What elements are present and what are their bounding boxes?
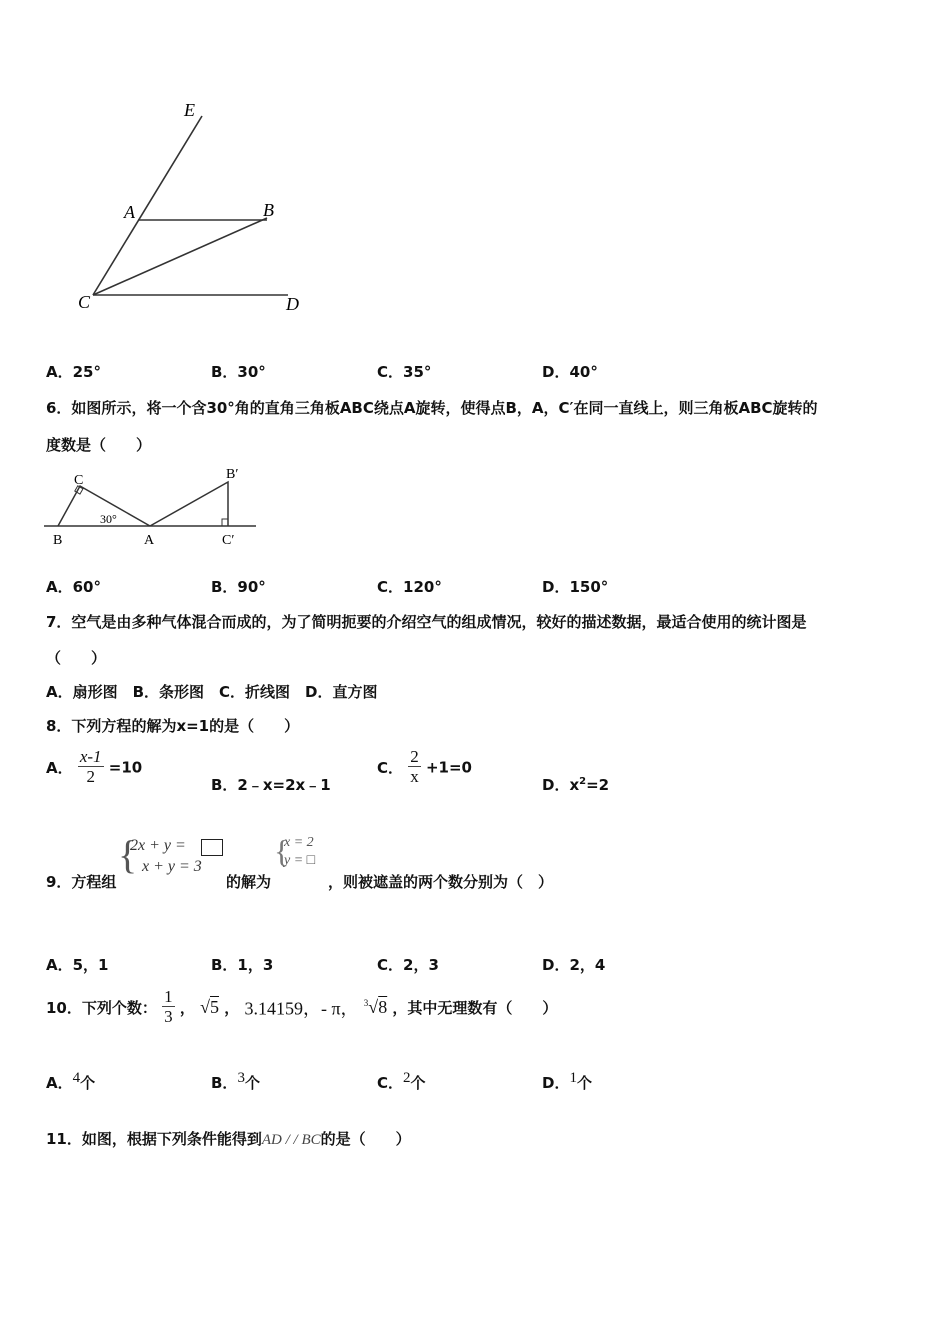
- q10-pi-item: 3.14159，- π，: [244, 998, 359, 1019]
- q5-option-a[interactable]: A．25°: [46, 363, 101, 381]
- q5-option-c[interactable]: C．35°: [377, 363, 432, 381]
- q8-d-rest: =2: [586, 776, 610, 794]
- label-e: E: [184, 100, 195, 120]
- q6-option-b[interactable]: B．90°: [211, 578, 266, 596]
- label-b: B: [263, 200, 274, 220]
- q9-middle: 的解为: [226, 873, 272, 891]
- q9-eq1: 2x + y =: [130, 837, 186, 854]
- q10-prefix: 10．下列个数：: [46, 999, 157, 1017]
- label-c-prime: C′: [222, 533, 235, 548]
- q10-d-num: 1: [569, 1070, 577, 1086]
- brace-icon: {: [118, 832, 138, 877]
- q8-a-numerator: x-1: [79, 747, 102, 766]
- q10-cbrt-radicand: 8: [378, 997, 388, 1017]
- q8-c-label: C．: [377, 759, 404, 777]
- q10-a-num: 4: [72, 1070, 81, 1086]
- q11-suffix: 的是（ ）: [320, 1130, 411, 1148]
- q6-stem-line1: 6．如图所示，将一个含30°角的直角三角板ABC绕点A旋转，使得点B，A，C′在同一直线上，则三角板ABC旋转的: [46, 399, 818, 417]
- brace-icon-2: {: [274, 833, 290, 869]
- q11-prefix: 11．如图，根据下列条件能得到: [46, 1130, 262, 1148]
- right-angle-mark: [222, 519, 228, 526]
- q10-suffix: ，其中无理数有（ ）: [392, 999, 558, 1017]
- q11-stem: [46, 1128, 411, 1149]
- q9-sol2: y = □: [284, 853, 316, 868]
- label-c: C: [78, 292, 91, 312]
- q6-option-a[interactable]: A．60°: [46, 578, 101, 596]
- q11-math: AD / / BC: [261, 1132, 321, 1148]
- label-c: C: [74, 473, 84, 488]
- q8-c-numerator: 2: [410, 747, 419, 766]
- q10-a-unit: 个: [80, 1074, 96, 1092]
- q10-option-d[interactable]: [542, 1070, 592, 1093]
- q8-a-fraction: [78, 748, 104, 787]
- q8-option-a[interactable]: [46, 748, 142, 787]
- q8-option-c[interactable]: [377, 748, 472, 787]
- q5-option-d[interactable]: D．40°: [542, 363, 598, 381]
- q8-a-denominator: 2: [78, 766, 104, 787]
- q10-d-label: D．: [542, 1074, 570, 1092]
- q10-sqrt5-radicand: 5: [209, 997, 219, 1017]
- q8-option-d[interactable]: [542, 774, 609, 795]
- q10-a-label: A．: [46, 1074, 73, 1092]
- q5-option-b[interactable]: B．30°: [211, 363, 266, 381]
- q9-sol1: x = 2: [284, 835, 314, 850]
- angle-30: 30°: [100, 512, 117, 526]
- q8-c-rest: +1=0: [425, 758, 472, 777]
- q6-option-d[interactable]: D．150°: [542, 578, 609, 596]
- label-a: A: [124, 202, 135, 222]
- q9-system-equations: [118, 834, 228, 880]
- q10-b-num: 3: [237, 1070, 245, 1086]
- q10-c-num: 2: [403, 1070, 411, 1086]
- q10-stem: [46, 988, 557, 1048]
- q10-sep2: ，: [224, 999, 240, 1017]
- q7-stem-line1: 7．空气是由多种气体混合而成的，为了简明扼要的介绍空气的组成情况，较好的描述数据，最适合使用的统计图是: [46, 613, 807, 631]
- q8-a-rest: =10: [108, 758, 143, 777]
- q8-stem: 8．下列方程的解为x=1的是（ ）: [46, 717, 300, 735]
- q10-fraction: [162, 988, 175, 1027]
- label-b: B: [53, 533, 63, 548]
- q9-eq2: x + y = 3: [142, 858, 202, 875]
- q10-b-unit: 个: [244, 1074, 260, 1092]
- q8-d-exponent: 2: [579, 776, 587, 787]
- q9-option-c[interactable]: C．2，3: [377, 956, 439, 974]
- q10-cbrt8: $^3$√8: [363, 997, 388, 1017]
- triangle-ab-prime-c-prime: [150, 482, 228, 526]
- q10-b-label: B．: [211, 1074, 238, 1092]
- q10-c-unit: 个: [410, 1074, 426, 1092]
- label-b-prime: B′: [226, 467, 239, 482]
- q9-suffix: ，则被遮盖的两个数分别为（ ）: [328, 873, 554, 891]
- q10-frac-den: 3: [164, 1007, 173, 1026]
- label-d: D: [286, 294, 299, 314]
- q10-option-c[interactable]: [377, 1070, 426, 1093]
- q10-c-label: C．: [377, 1074, 404, 1092]
- line-ce: [93, 116, 202, 295]
- q9-option-a[interactable]: A．5，1: [46, 956, 109, 974]
- q8-d-label: D．x: [542, 776, 580, 794]
- q10-option-b[interactable]: [211, 1070, 260, 1093]
- q8-c-fraction: [408, 748, 421, 787]
- q9-prefix: 9．方程组: [46, 873, 117, 891]
- q9-option-d[interactable]: D．2，4: [542, 956, 606, 974]
- q8-a-label: A．: [46, 759, 73, 777]
- q10-cbrt-index: 3: [363, 998, 369, 1008]
- figure-angle-lines: [60, 90, 320, 330]
- q10-d-unit: 个: [576, 1074, 592, 1092]
- label-a: A: [144, 533, 155, 548]
- q10-sqrt5: √5: [200, 997, 219, 1017]
- q9-option-b[interactable]: B．1，3: [211, 956, 274, 974]
- q6-option-c[interactable]: C．120°: [377, 578, 442, 596]
- q10-option-a[interactable]: [46, 1070, 95, 1093]
- q10-frac-num: 1: [164, 987, 173, 1006]
- q9-solution-system: [274, 833, 334, 873]
- line-cb: [93, 218, 267, 295]
- q7-stem-line2: （ ）: [46, 649, 107, 667]
- figure-rotated-triangle: [40, 462, 270, 552]
- q6-stem-line2: 度数是（ ）: [46, 436, 152, 454]
- q8-option-b[interactable]: B．2﹣x=2x﹣1: [211, 776, 331, 794]
- q10-sep1: ，: [179, 999, 195, 1017]
- q7-options[interactable]: A．扇形图 B．条形图 C．折线图 D．直方图: [46, 683, 378, 701]
- q8-c-denominator: x: [410, 767, 419, 786]
- q9-covered-box-1: [201, 839, 223, 856]
